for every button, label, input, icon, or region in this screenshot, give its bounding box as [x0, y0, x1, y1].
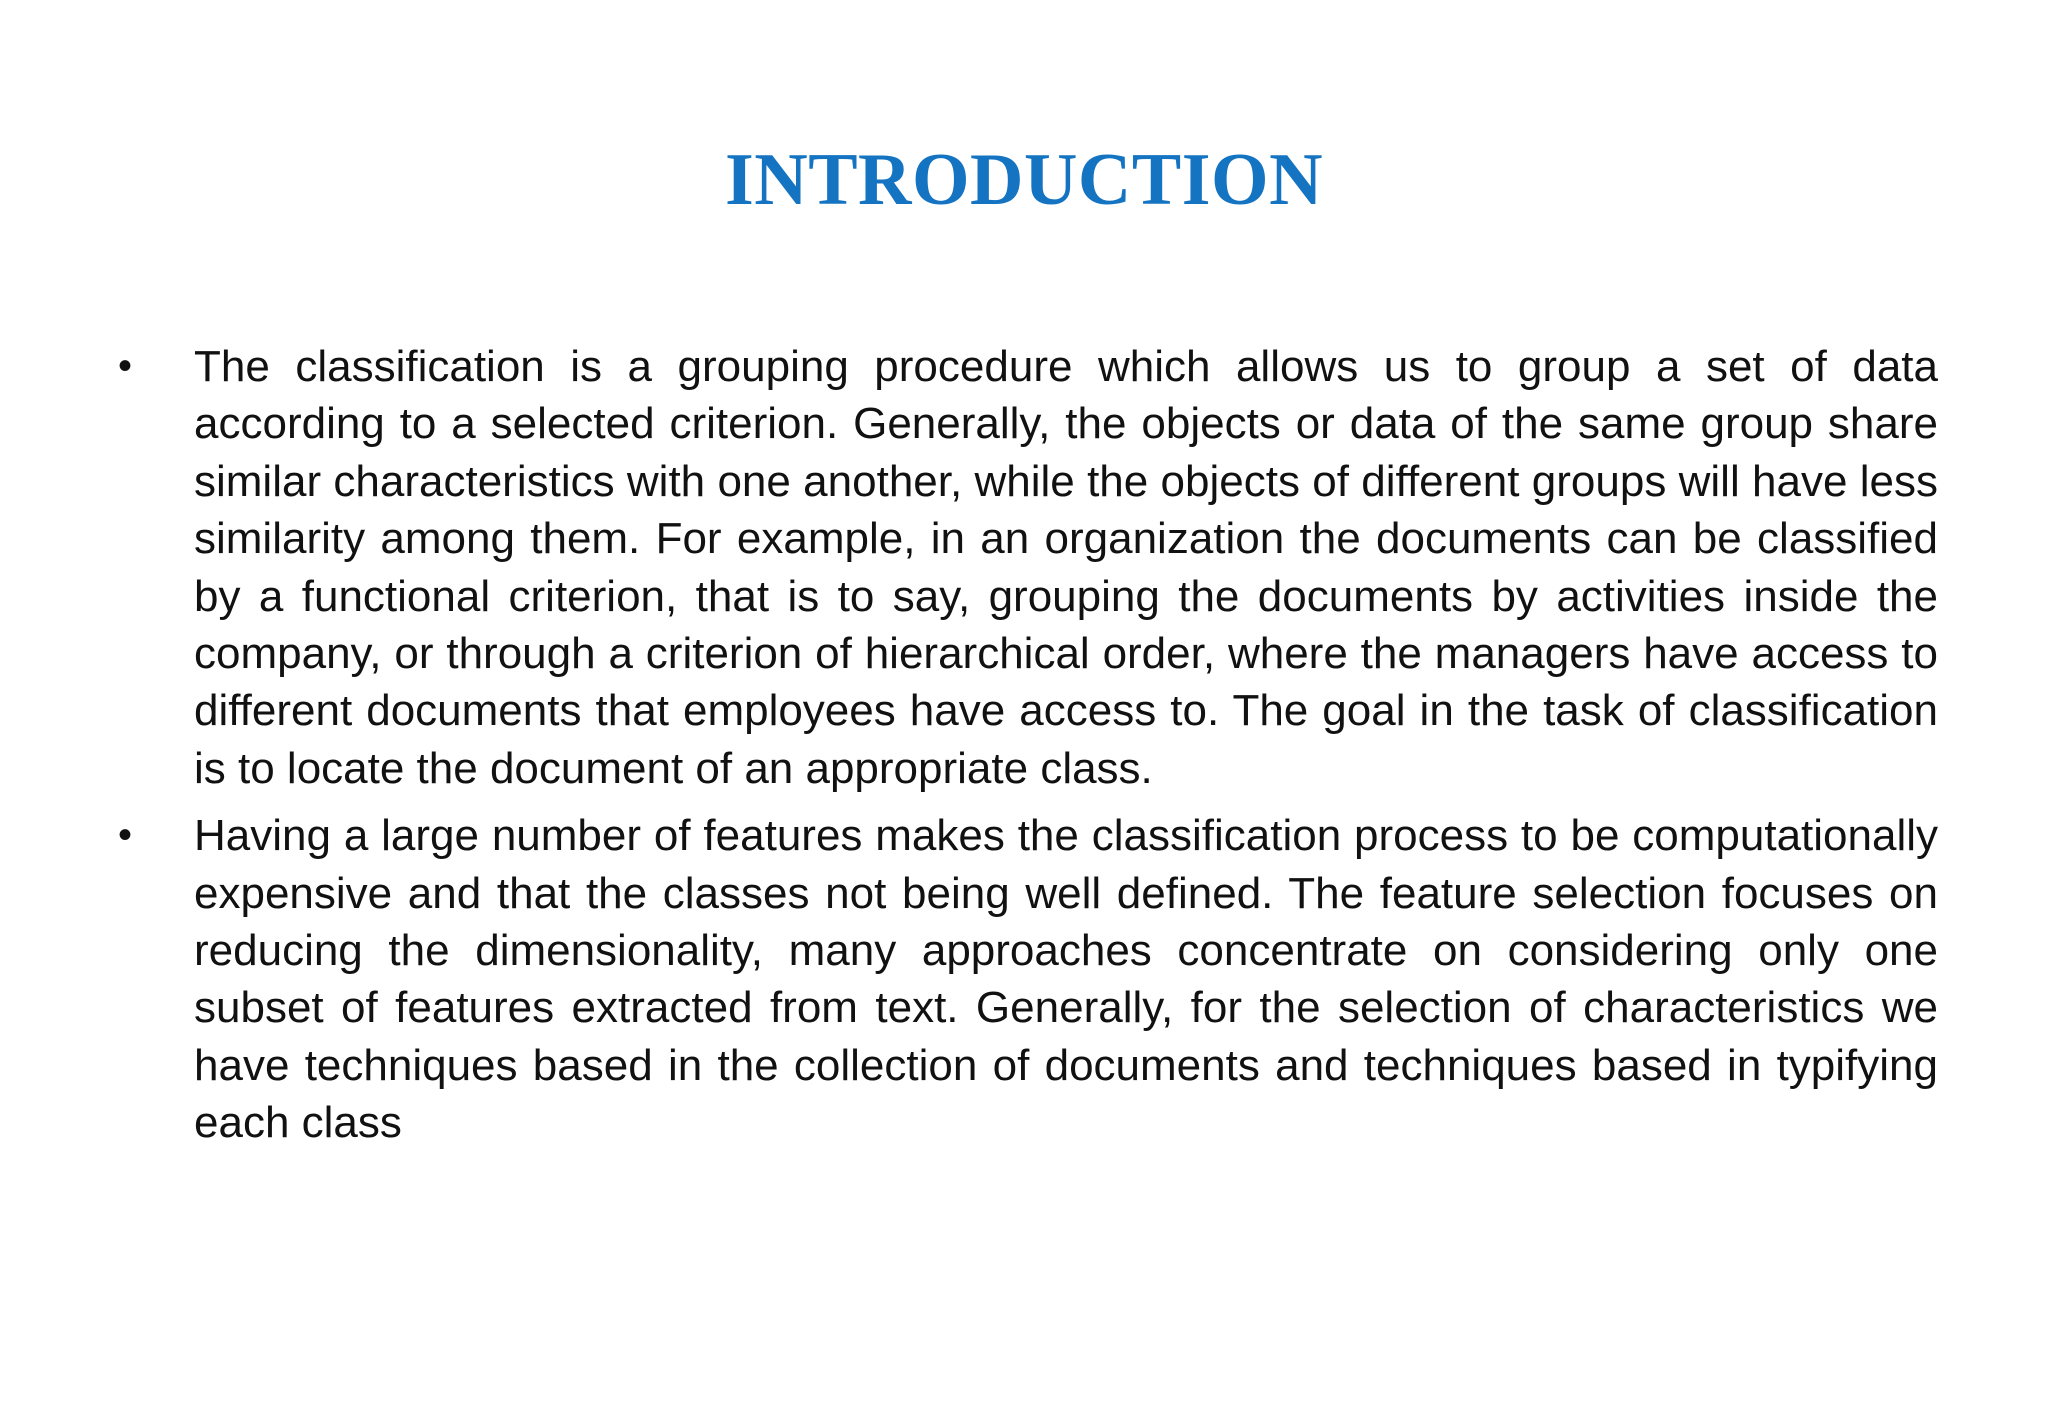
bullet-item	[118, 338, 1938, 797]
bullet-marker: •	[118, 344, 133, 388]
bullet-item	[118, 807, 1938, 1151]
bullet-marker: •	[118, 813, 133, 858]
slide-title: INTRODUCTION	[724, 139, 1324, 221]
bullet-list	[118, 338, 1938, 1162]
bullet-text: Having a large number of features makes the classification process to be computationally expensive and that the classes not being well defined. The feature selection focuses on reducing the dimensionality, many approaches concentrate on considering only one subset of features extracted from text. Generally, for the selection of characteristics we have techniques based in the collection of documents and techniques based in typifying each class	[194, 811, 1938, 1148]
bullet-text: The classification is a grouping procedure which allows us to group a set of data according to a selected criterion. Generally, the objects or data of the same group share similar characteristics with one another, while the objects of different groups will have less similarity among them. For example, in an organization the documents can be classified by a functional criterion, that is to say, grouping the documents by activities inside the company, or through a criterion of hierarchical order, where the managers have access to different documents that employees have access to. The goal in the task of classification is to locate the document of an appropriate class.	[194, 342, 1938, 793]
